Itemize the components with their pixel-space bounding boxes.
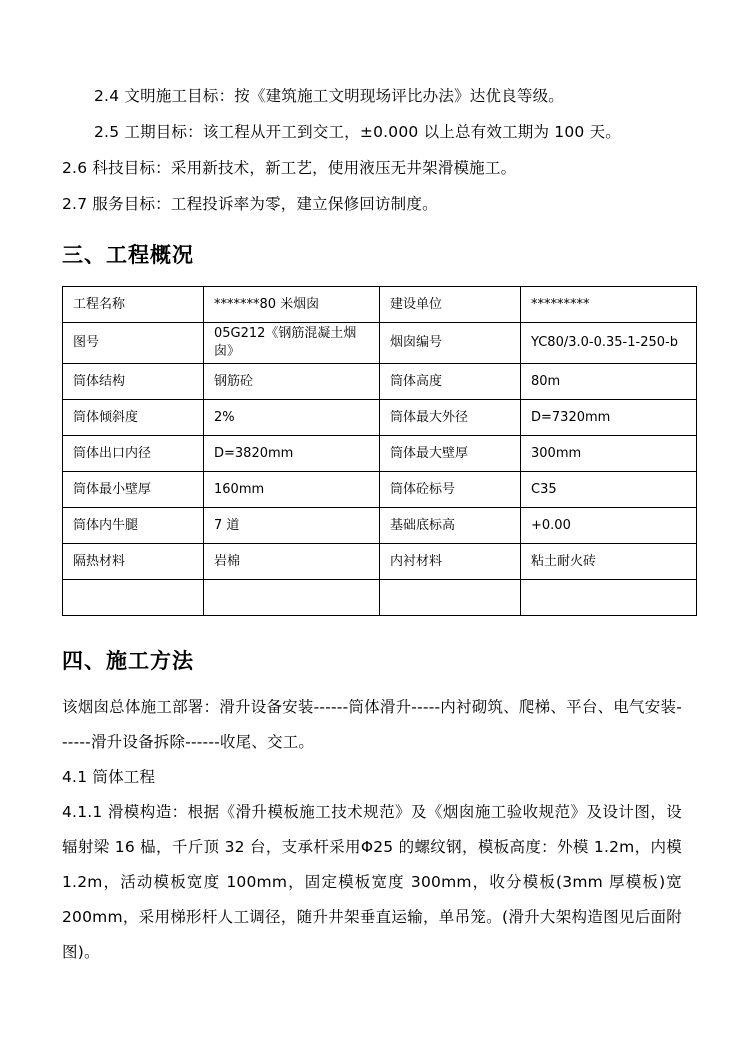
table-row bbox=[63, 287, 697, 323]
cell-label: 筒体最小壁厚 bbox=[63, 472, 204, 508]
cell-label bbox=[63, 580, 204, 616]
cell-value: 粘土耐火砖 bbox=[521, 544, 697, 580]
cell-label bbox=[380, 580, 521, 616]
heading-section-4: 四、施工方法 bbox=[62, 649, 194, 673]
cell-value: 7 道 bbox=[204, 508, 380, 544]
cell-value: 160mm bbox=[204, 472, 380, 508]
paragraph-4-1-1: 4.1.1 滑模构造：根据《滑升模板施工技术规范》及《烟囱施工验收规范》及设计图，设辐射梁 16 榀，千斤顶 32 台，支承杆采用Φ25 的螺纹钢，模板高度：外模 1.2m，内模 1.2m，活动模板宽度 100mm，固定模板宽度 300mm，收分模板(3mm 厚模板)宽 200mm，采用梯形杆人工调径，随升井架垂直运输，单吊笼。(滑升大架构造图见后面附图)。 bbox=[62, 803, 682, 961]
cell-value bbox=[521, 580, 697, 616]
table-row bbox=[63, 544, 697, 580]
cell-value: D=7320mm bbox=[521, 400, 697, 436]
cell-value: 300mm bbox=[521, 436, 697, 472]
cell-label: 筒体砼标号 bbox=[380, 472, 521, 508]
table-row bbox=[63, 323, 697, 364]
paragraph-4-1: 4.1 筒体工程 bbox=[62, 768, 156, 786]
cell-label: 建设单位 bbox=[380, 287, 521, 323]
cell-value: YC80/3.0-0.35-1-250-b bbox=[521, 323, 697, 364]
cell-value: D=3820mm bbox=[204, 436, 380, 472]
cell-value: 岩棉 bbox=[204, 544, 380, 580]
section-4-body bbox=[62, 690, 682, 970]
cell-label: 筒体结构 bbox=[63, 364, 204, 400]
paragraph-2-6: 2.6 科技目标：采用新技术，新工艺，使用液压无井架滑模施工。 bbox=[62, 159, 517, 177]
cell-value: ********* bbox=[521, 287, 697, 323]
cell-value: 2% bbox=[204, 400, 380, 436]
cell-label: 烟囱编号 bbox=[380, 323, 521, 364]
cell-value: C35 bbox=[521, 472, 697, 508]
cell-label: 基础底标高 bbox=[380, 508, 521, 544]
cell-label: 筒体最大壁厚 bbox=[380, 436, 521, 472]
table-row bbox=[63, 508, 697, 544]
cell-label: 内衬材料 bbox=[380, 544, 521, 580]
cell-label: 筒体倾斜度 bbox=[63, 400, 204, 436]
table-row bbox=[63, 400, 697, 436]
cell-value bbox=[204, 580, 380, 616]
cell-value: 钢筋砼 bbox=[204, 364, 380, 400]
paragraph-2-4: 2.4 文明施工目标：按《建筑施工文明现场评比办法》达优良等级。 bbox=[94, 87, 564, 105]
cell-value: 05G212《钢筋混凝土烟囱》 bbox=[204, 323, 380, 364]
cell-label: 筒体最大外径 bbox=[380, 400, 521, 436]
paragraph-deployment: 该烟囱总体施工部署：滑升设备安装------筒体滑升-----内衬砌筑、爬梯、平台、电气安装------滑升设备拆除------收尾、交工。 bbox=[62, 698, 682, 751]
cell-value: +0.00 bbox=[521, 508, 697, 544]
cell-label: 筒体出口内径 bbox=[63, 436, 204, 472]
cell-label: 工程名称 bbox=[63, 287, 204, 323]
table-row bbox=[63, 436, 697, 472]
cell-value: *******80 米烟囱 bbox=[204, 287, 380, 323]
table-row bbox=[63, 580, 697, 616]
cell-label: 筒体高度 bbox=[380, 364, 521, 400]
paragraph-2-7: 2.7 服务目标：工程投诉率为零，建立保修回访制度。 bbox=[62, 195, 438, 213]
cell-label: 图号 bbox=[63, 323, 204, 364]
paragraph-2-5: 2.5 工期目标：该工程从开工到交工，±0.000 以上总有效工期为 100 天。 bbox=[94, 123, 622, 141]
cell-value: 80m bbox=[521, 364, 697, 400]
project-overview-table bbox=[62, 286, 697, 616]
heading-section-3: 三、工程概况 bbox=[62, 243, 194, 267]
table-row bbox=[63, 364, 697, 400]
cell-label: 隔热材料 bbox=[63, 544, 204, 580]
table-row bbox=[63, 472, 697, 508]
cell-label: 筒体内牛腿 bbox=[63, 508, 204, 544]
